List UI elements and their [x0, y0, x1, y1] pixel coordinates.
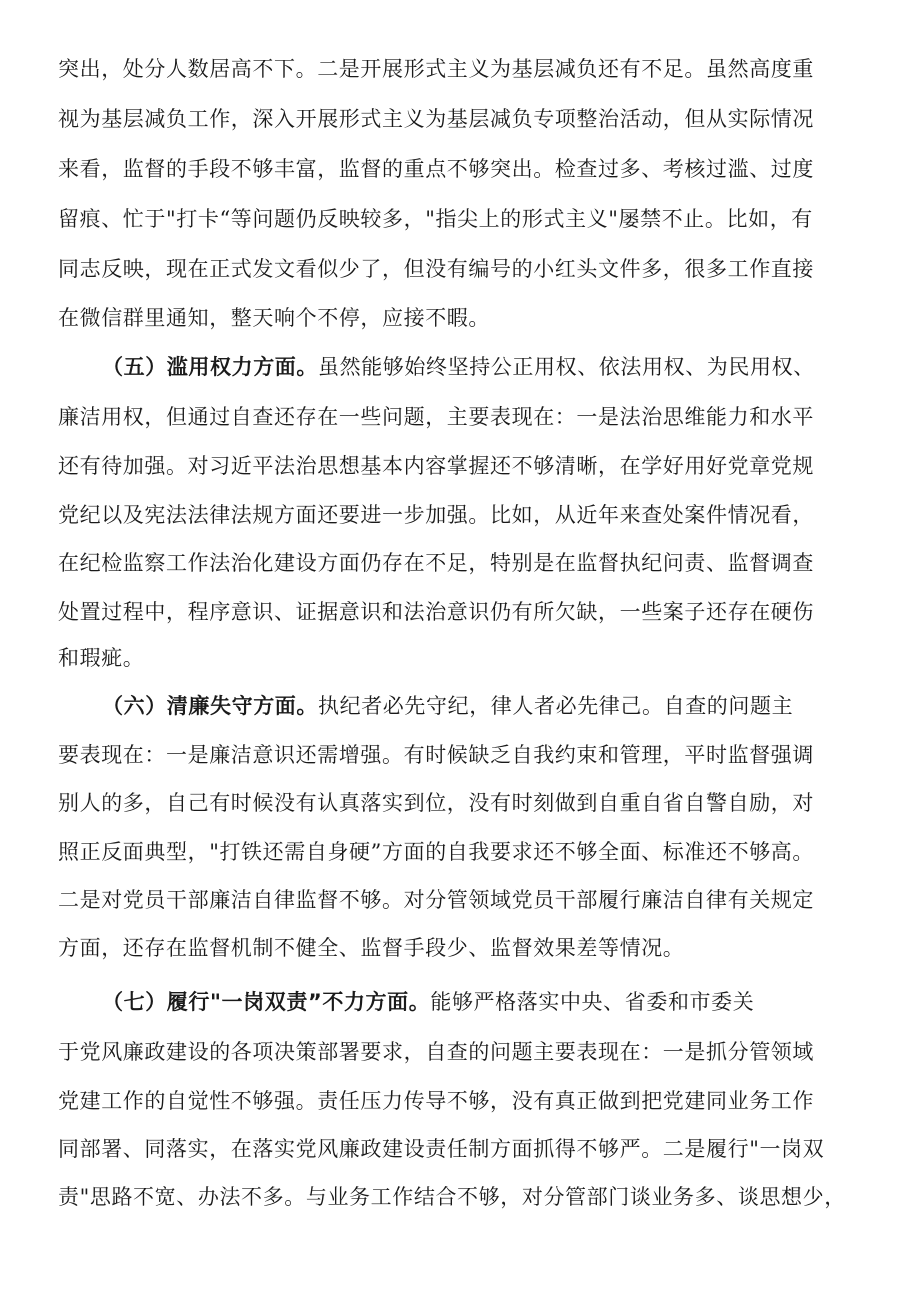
text-line: 别人的多，自己有时候没有认真落实到位，没有时刻做到自重自省自警自励，对	[58, 791, 814, 815]
text-line: 留痕、忙于"打卡“等问题仍反映较多，"指尖上的形式主义"屡禁不止。比如，有	[58, 207, 813, 231]
section-first-line	[102, 352, 815, 382]
text-line: 党建工作的自觉性不够强。责任压力传导不够，没有真正做到把党建同业务工作	[58, 1089, 814, 1113]
text-line: 同志反映，现在正式发文看似少了，但没有编号的小红头文件多，很多工作直接	[58, 257, 814, 281]
text-line: 党纪以及宪法法律法规方面还要进一步加强。比如，从近年来查处案件情况看，	[58, 503, 814, 527]
text-line: 视为基层减负工作，深入开展形式主义为基层减负专项整治活动，但从实际情况	[58, 107, 814, 131]
section-heading: （七）履行"一岗双责”不力方面。	[102, 990, 431, 1014]
text-line: 还有待加强。对习近平法治思想基本内容掌握还不够清晰，在学好用好党章党规	[58, 454, 814, 478]
text-line: 要表现在：一是廉洁意识还需增强。有时候缺乏自我约束和管理，平时监督强调	[58, 743, 814, 767]
text-line: 方面，还存在监督机制不健全、监督手段少、监督效果差等情况。	[58, 936, 685, 960]
text-line: 于党风廉政建设的各项决策部署要求，自查的问题主要表现在：一是抓分管领域	[58, 1040, 814, 1064]
text-line: 来看，监督的手段不够丰富，监督的重点不够突出。检查过多、考核过滥、过度	[58, 157, 814, 181]
text-line: 责"思路不宽、办法不多。与业务工作结合不够，对分管部门谈业务多、谈思想少，	[58, 1185, 846, 1209]
text-line: 廉洁用权，但通过自查还存在一些问题，主要表现在：一是法治思维能力和水平	[58, 405, 814, 429]
section-text: 能够严格落实中央、省委和市委关	[430, 990, 755, 1014]
text-line: 和瑕疵。	[58, 646, 145, 670]
text-line: 在微信群里通知，整天响个不停，应接不暇。	[58, 306, 490, 330]
section-first-line	[102, 691, 793, 721]
text-line: 突出，处分人数居高不下。二是开展形式主义为基层减负还有不足。虽然高度重	[58, 57, 814, 81]
text-line: 在纪检监察工作法治化建设方面仍存在不足，特别是在监督执纪问责、监督调查	[58, 551, 814, 575]
section-first-line	[102, 987, 754, 1017]
section-text: 虽然能够始终坚持公正用权、依法用权、为民用权、	[318, 355, 815, 379]
text-line: 同部署、同落实，在落实党风廉政建设责任制方面抓得不够严。二是履行"一岗双	[58, 1137, 825, 1161]
text-line: 二是对党员干部廉洁自律监督不够。对分管领域党员干部履行廉洁自律有关规定	[58, 888, 814, 912]
section-heading: （五）滥用权力方面。	[102, 355, 318, 379]
text-line: 照正反面典型，"打铁还需自身硬”方面的自我要求还不够全面、标准还不够高。	[58, 840, 814, 864]
section-text: 执纪者必先守纪，律人者必先律己。自查的问题主	[318, 694, 794, 718]
section-heading: （六）清廉失守方面。	[102, 694, 318, 718]
text-line: 处置过程中，程序意识、证据意识和法治意识仍有所欠缺，一些案子还存在硬伤	[58, 600, 814, 624]
